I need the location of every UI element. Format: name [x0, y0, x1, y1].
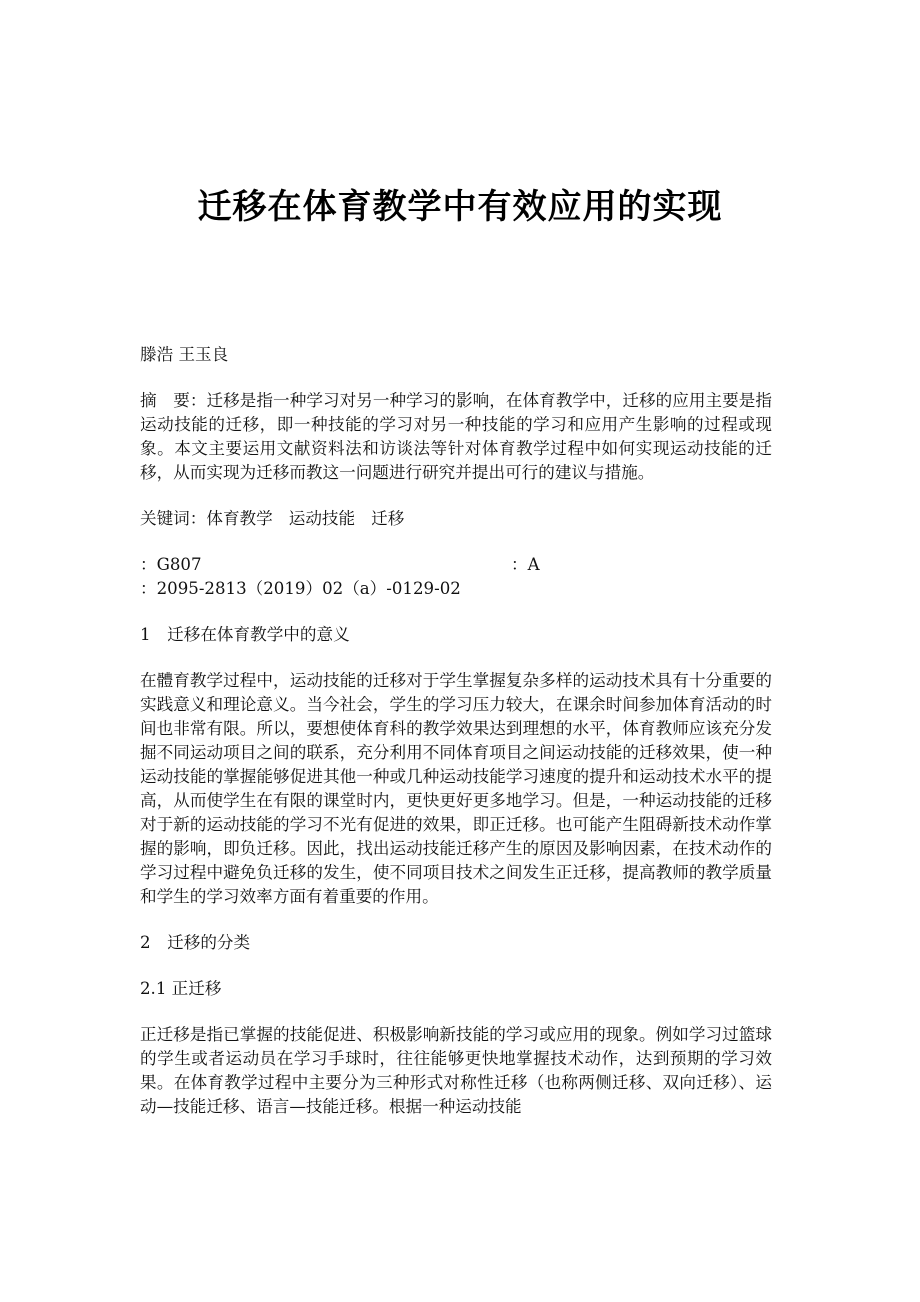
section-paragraph: 在體育教学过程中，运动技能的迁移对于学生掌握复杂多样的运动技术具有十分重要的实践意义和理论意义。当今社会，学生的学习压力较大，在课余时间参加体育活动的时间也非常有限。所以，要想使体育科的教学效果达到理想的水平，体育教师应该充分发掘不同运动项目之间的联系，充分利用不同体育项目之间运动技能的迁移效果，使一种运动技能的掌握能够促进其他一种或几种运动技能学习速度的提升和运动技术水平的提高，从而使学生在有限的课堂时内，更快更好更多地学习。但是，一种运动技能的迁移对于新的运动技能的学习不光有促进的效果，即正迁移。也可能产生阻碍新技术动作掌握的影响，即负迁移。因此，找出运动技能迁移产生的原因及影响因素，在技术动作的学习过程中避免负迁移的发生，使不同项目技术之间发生正迁移，提高教师的教学质量和学生的学习效率方面有着重要的作用。	[140, 671, 772, 906]
article-id: ：2095-2813（2019）02（a）-0129-02	[140, 579, 461, 598]
classification-line	[140, 553, 772, 577]
keywords-line	[140, 507, 772, 531]
section-heading: 1 迁移在体育教学中的意义	[140, 625, 350, 644]
keyword-item: 迁移	[371, 509, 405, 528]
author-line: 滕浩 王玉良	[140, 345, 229, 364]
document-code: ：A	[511, 555, 540, 574]
document-body	[140, 343, 772, 1141]
keyword-item: 运动技能	[288, 509, 356, 528]
subsection-heading: 2.1 正迁移	[140, 979, 222, 998]
abstract	[140, 389, 772, 485]
section-heading: 2 迁移的分类	[140, 933, 251, 952]
document-title: 迁移在体育教学中有效应用的实现	[197, 187, 723, 227]
abstract-label: 摘 要：	[140, 391, 207, 410]
classification-number: ：G807	[140, 555, 202, 574]
abstract-text: 迁移是指一种学习对另一种学习的影响，在体育教学中，迁移的应用主要是指运动技能的迁移，即一种技能的学习对另一种技能的学习和应用产生影响的过程或现象。本文主要运用文献资料法和访谈法等针对体育教学过程中如何实现运动技能的迁移，从而实现为迁移而教这一问题进行研究并提出可行的建议与措施。	[140, 391, 772, 482]
keyword-item: 体育教学	[206, 509, 273, 528]
section-paragraph: 正迁移是指已掌握的技能促进、积极影响新技能的学习或应用的现象。例如学习过篮球的学生或者运动员在学习手球时，往往能够更快地掌握技术动作，达到预期的学习效果。在体育教学过程中主要分为三种形式对称性迁移（也称两侧迁移、双向迁移）、运动—技能迁移、语言—技能迁移。根据一种运动技能	[140, 1025, 772, 1116]
keywords-label: 关键词：	[140, 509, 207, 528]
